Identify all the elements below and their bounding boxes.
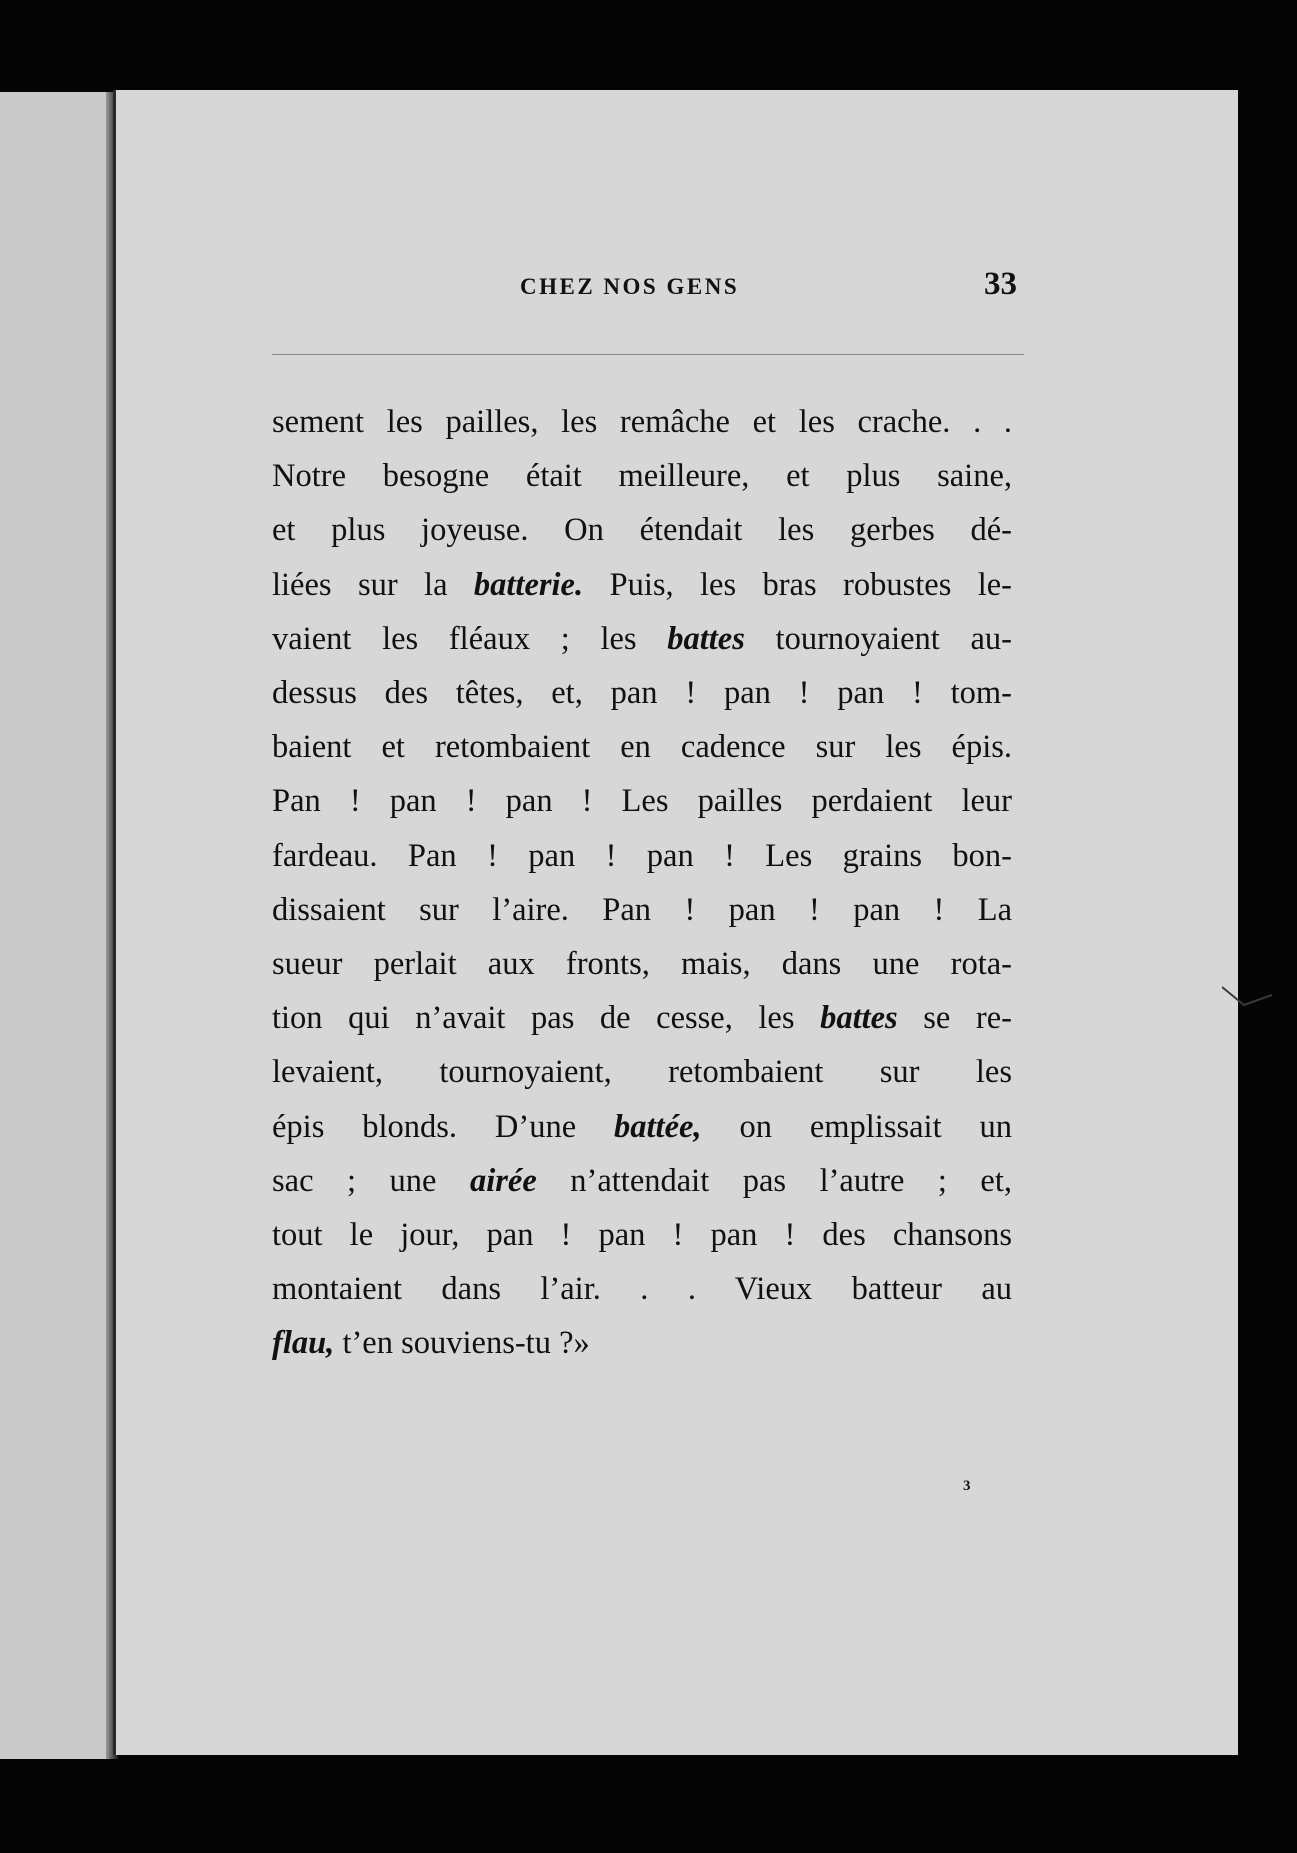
page-header	[0, 268, 1297, 318]
italic-term: battée,	[614, 1108, 702, 1145]
text-line: et plus joyeuse. On étendait les gerbes dé-	[272, 512, 1012, 549]
signature-mark: 3	[963, 1478, 971, 1494]
text-run: n’attendait pas l’autre ; et,	[536, 1162, 1013, 1199]
text-line	[272, 991, 1012, 1045]
body-text	[272, 395, 1012, 1371]
text-line	[272, 558, 1012, 612]
text-line: fardeau. Pan ! pan ! pan ! Les grains bon-	[272, 837, 1012, 874]
running-head: CHEZ NOS GENS	[520, 274, 740, 299]
text-run: épis blonds. D’une	[272, 1108, 615, 1145]
text-line: levaient, tournoyaient, retombaient sur les	[272, 1054, 1012, 1091]
text-line: dessus des têtes, et, pan ! pan ! pan ! tom-	[272, 675, 1012, 712]
italic-term: battes	[820, 1000, 898, 1037]
text-run: on emplissait un	[701, 1108, 1012, 1145]
text-run: tion qui n’avait pas de cesse, les	[272, 1000, 821, 1037]
italic-term: battes	[667, 620, 745, 657]
text-line	[272, 612, 1012, 666]
text-run: vaient les fléaux ; les	[272, 620, 668, 657]
text-run: Puis, les bras robustes le-	[583, 566, 1012, 603]
page-number: 33	[984, 266, 1017, 302]
text-run: tournoyaient au-	[744, 620, 1012, 657]
text-run: se re-	[897, 1000, 1012, 1037]
text-run: t’en souviens-tu ?»	[334, 1325, 590, 1362]
text-run: sac ; une	[272, 1162, 470, 1199]
page-edge-crease	[1222, 985, 1282, 1025]
header-rule	[272, 354, 1024, 355]
text-line	[272, 1154, 1012, 1208]
text-line: dissaient sur l’aire. Pan ! pan ! pan ! La	[272, 891, 1012, 928]
text-line: sueur perlait aux fronts, mais, dans une rota-	[272, 946, 1012, 983]
italic-term: batterie.	[473, 566, 584, 603]
text-line	[272, 1316, 1012, 1370]
text-line: Pan ! pan ! pan ! Les pailles perdaient leur	[272, 783, 1012, 820]
text-run: liées sur la	[272, 566, 474, 603]
text-line: baient et retombaient en cadence sur les épis.	[272, 729, 1012, 766]
italic-term: flau,	[272, 1325, 335, 1362]
italic-term: airée	[469, 1162, 537, 1199]
text-line: sement les pailles, les remâche et les crache. . .	[272, 404, 1012, 440]
text-line: Notre besogne était meilleure, et plus saine,	[272, 458, 1012, 495]
text-line	[272, 1100, 1012, 1154]
text-line: montaient dans l’air. . . Vieux batteur au	[272, 1271, 1012, 1308]
previous-page-edge	[0, 92, 118, 1759]
text-line: tout le jour, pan ! pan ! pan ! des chansons	[272, 1217, 1012, 1254]
